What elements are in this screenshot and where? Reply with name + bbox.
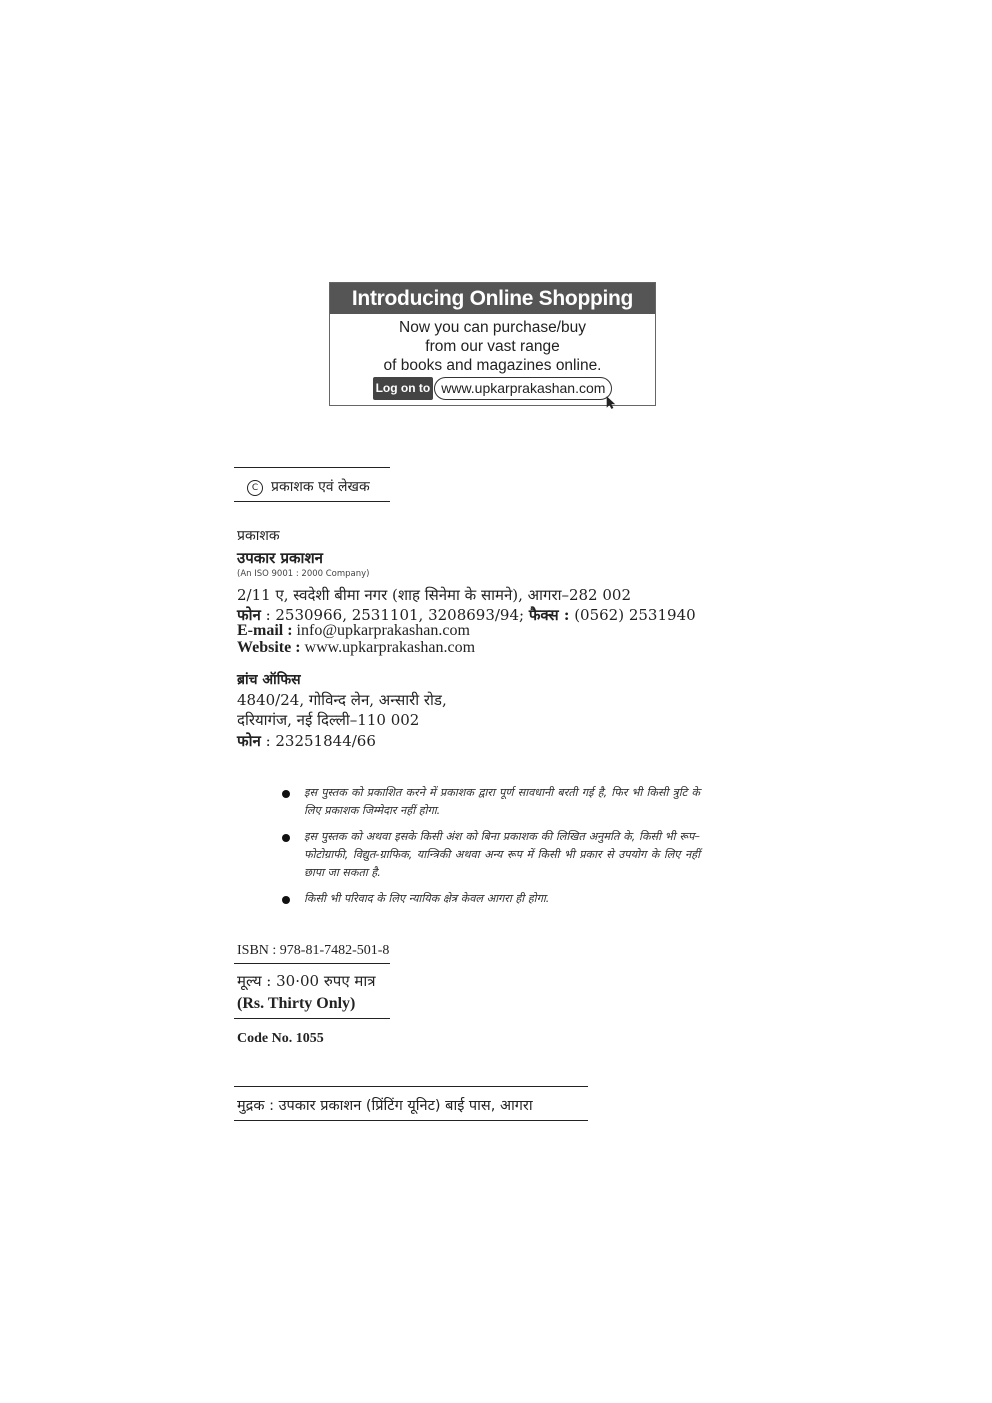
publisher-name: उपकार प्रकाशन	[237, 549, 323, 567]
notice-item	[282, 828, 700, 882]
online-shopping-ad	[329, 282, 656, 406]
phone-numbers: : 2530966, 2531101, 3208693/94;	[265, 606, 525, 624]
bullet-icon	[282, 790, 290, 798]
branch-phone	[237, 731, 376, 751]
phone-label: फोन	[237, 606, 261, 624]
printer-bottom-rule	[234, 1120, 588, 1121]
fax-number: (0562) 2531940	[574, 606, 696, 624]
email-line	[237, 622, 470, 640]
isbn: ISBN : 978-81-7482-501-8	[237, 943, 390, 958]
website-line	[237, 639, 475, 657]
notice-list	[282, 784, 700, 916]
email-value: info@upkarprakashan.com	[296, 622, 470, 639]
price-hindi: मूल्य : 30·00 रुपए मात्र	[237, 972, 376, 990]
cursor-arrow-icon	[606, 396, 616, 409]
branch-phone-label: फोन	[237, 732, 261, 750]
ad-logon-label: Log on to	[373, 377, 434, 400]
bullet-icon	[282, 834, 290, 842]
copyright-line	[247, 477, 370, 496]
copyright-top-rule	[234, 467, 390, 468]
email-label: E-mail :	[237, 622, 293, 639]
ad-call-to-action	[373, 377, 613, 400]
branch-line-2: दरियागंज, नई दिल्ली–110 002	[237, 711, 420, 729]
notice-item	[282, 890, 700, 908]
price-english: (Rs. Thirty Only)	[237, 995, 356, 1012]
publisher-address: 2/11 ए, स्वदेशी बीमा नगर (शाह सिनेमा के सामने), आगरा–282 002	[237, 586, 631, 604]
notice-text: इस पुस्तक को अथवा इसके किसी अंश को बिना प्रकाशक की लिखित अनुमति के, किसी भी रूप–फोटोग्राफी, विद्युत-ग्राफिक, यान्त्रिकी अथवा अन्य रूप में किसी भी प्रकार से उपयोग के लिए नहीं छापा जा सकता है.	[304, 830, 700, 879]
ad-url: www.upkarprakashan.com	[434, 377, 612, 400]
ad-heading: Introducing Online Shopping	[330, 283, 655, 314]
copyright-bottom-rule	[234, 501, 390, 502]
ad-line-3: of books and magazines online.	[383, 357, 602, 374]
copyright-text: प्रकाशक एवं लेखक	[271, 479, 370, 495]
printer-top-rule	[234, 1086, 588, 1087]
ad-line-1: Now you can purchase/buy	[399, 319, 586, 336]
notice-text: इस पुस्तक को प्रकाशित करने में प्रकाशक द्वारा पूर्ण सावधानी बरती गई है, फिर भी किसी त्रुटि के लिए प्रकाशक जिम्मेदार नहीं होगा.	[304, 786, 700, 817]
bullet-icon	[282, 896, 290, 904]
code-number: Code No. 1055	[237, 1031, 324, 1046]
isbn-rule	[234, 963, 390, 964]
notice-text: किसी भी परिवाद के लिए न्यायिक क्षेत्र केवल आगरा ही होगा.	[304, 892, 550, 905]
fax-label: फैक्स :	[528, 606, 570, 624]
branch-line-1: 4840/24, गोविन्द लेन, अन्सारी रोड,	[237, 691, 447, 709]
copyright-icon: C	[247, 480, 263, 496]
branch-phone-numbers: : 23251844/66	[265, 732, 376, 750]
publisher-label: प्रकाशक	[237, 528, 280, 544]
website-value: www.upkarprakashan.com	[304, 639, 476, 656]
notice-item	[282, 784, 700, 820]
ad-line-2: from our vast range	[425, 338, 560, 355]
website-label: Website :	[237, 639, 301, 656]
printer-line: मुद्रक : उपकार प्रकाशन (प्रिंटिंग यूनिट) बाई पास, आगरा	[237, 1098, 533, 1114]
price-rule	[234, 1018, 390, 1019]
publisher-iso: (An ISO 9001 : 2000 Company)	[237, 569, 370, 579]
branch-label: ब्रांच ऑफिस	[237, 672, 301, 688]
